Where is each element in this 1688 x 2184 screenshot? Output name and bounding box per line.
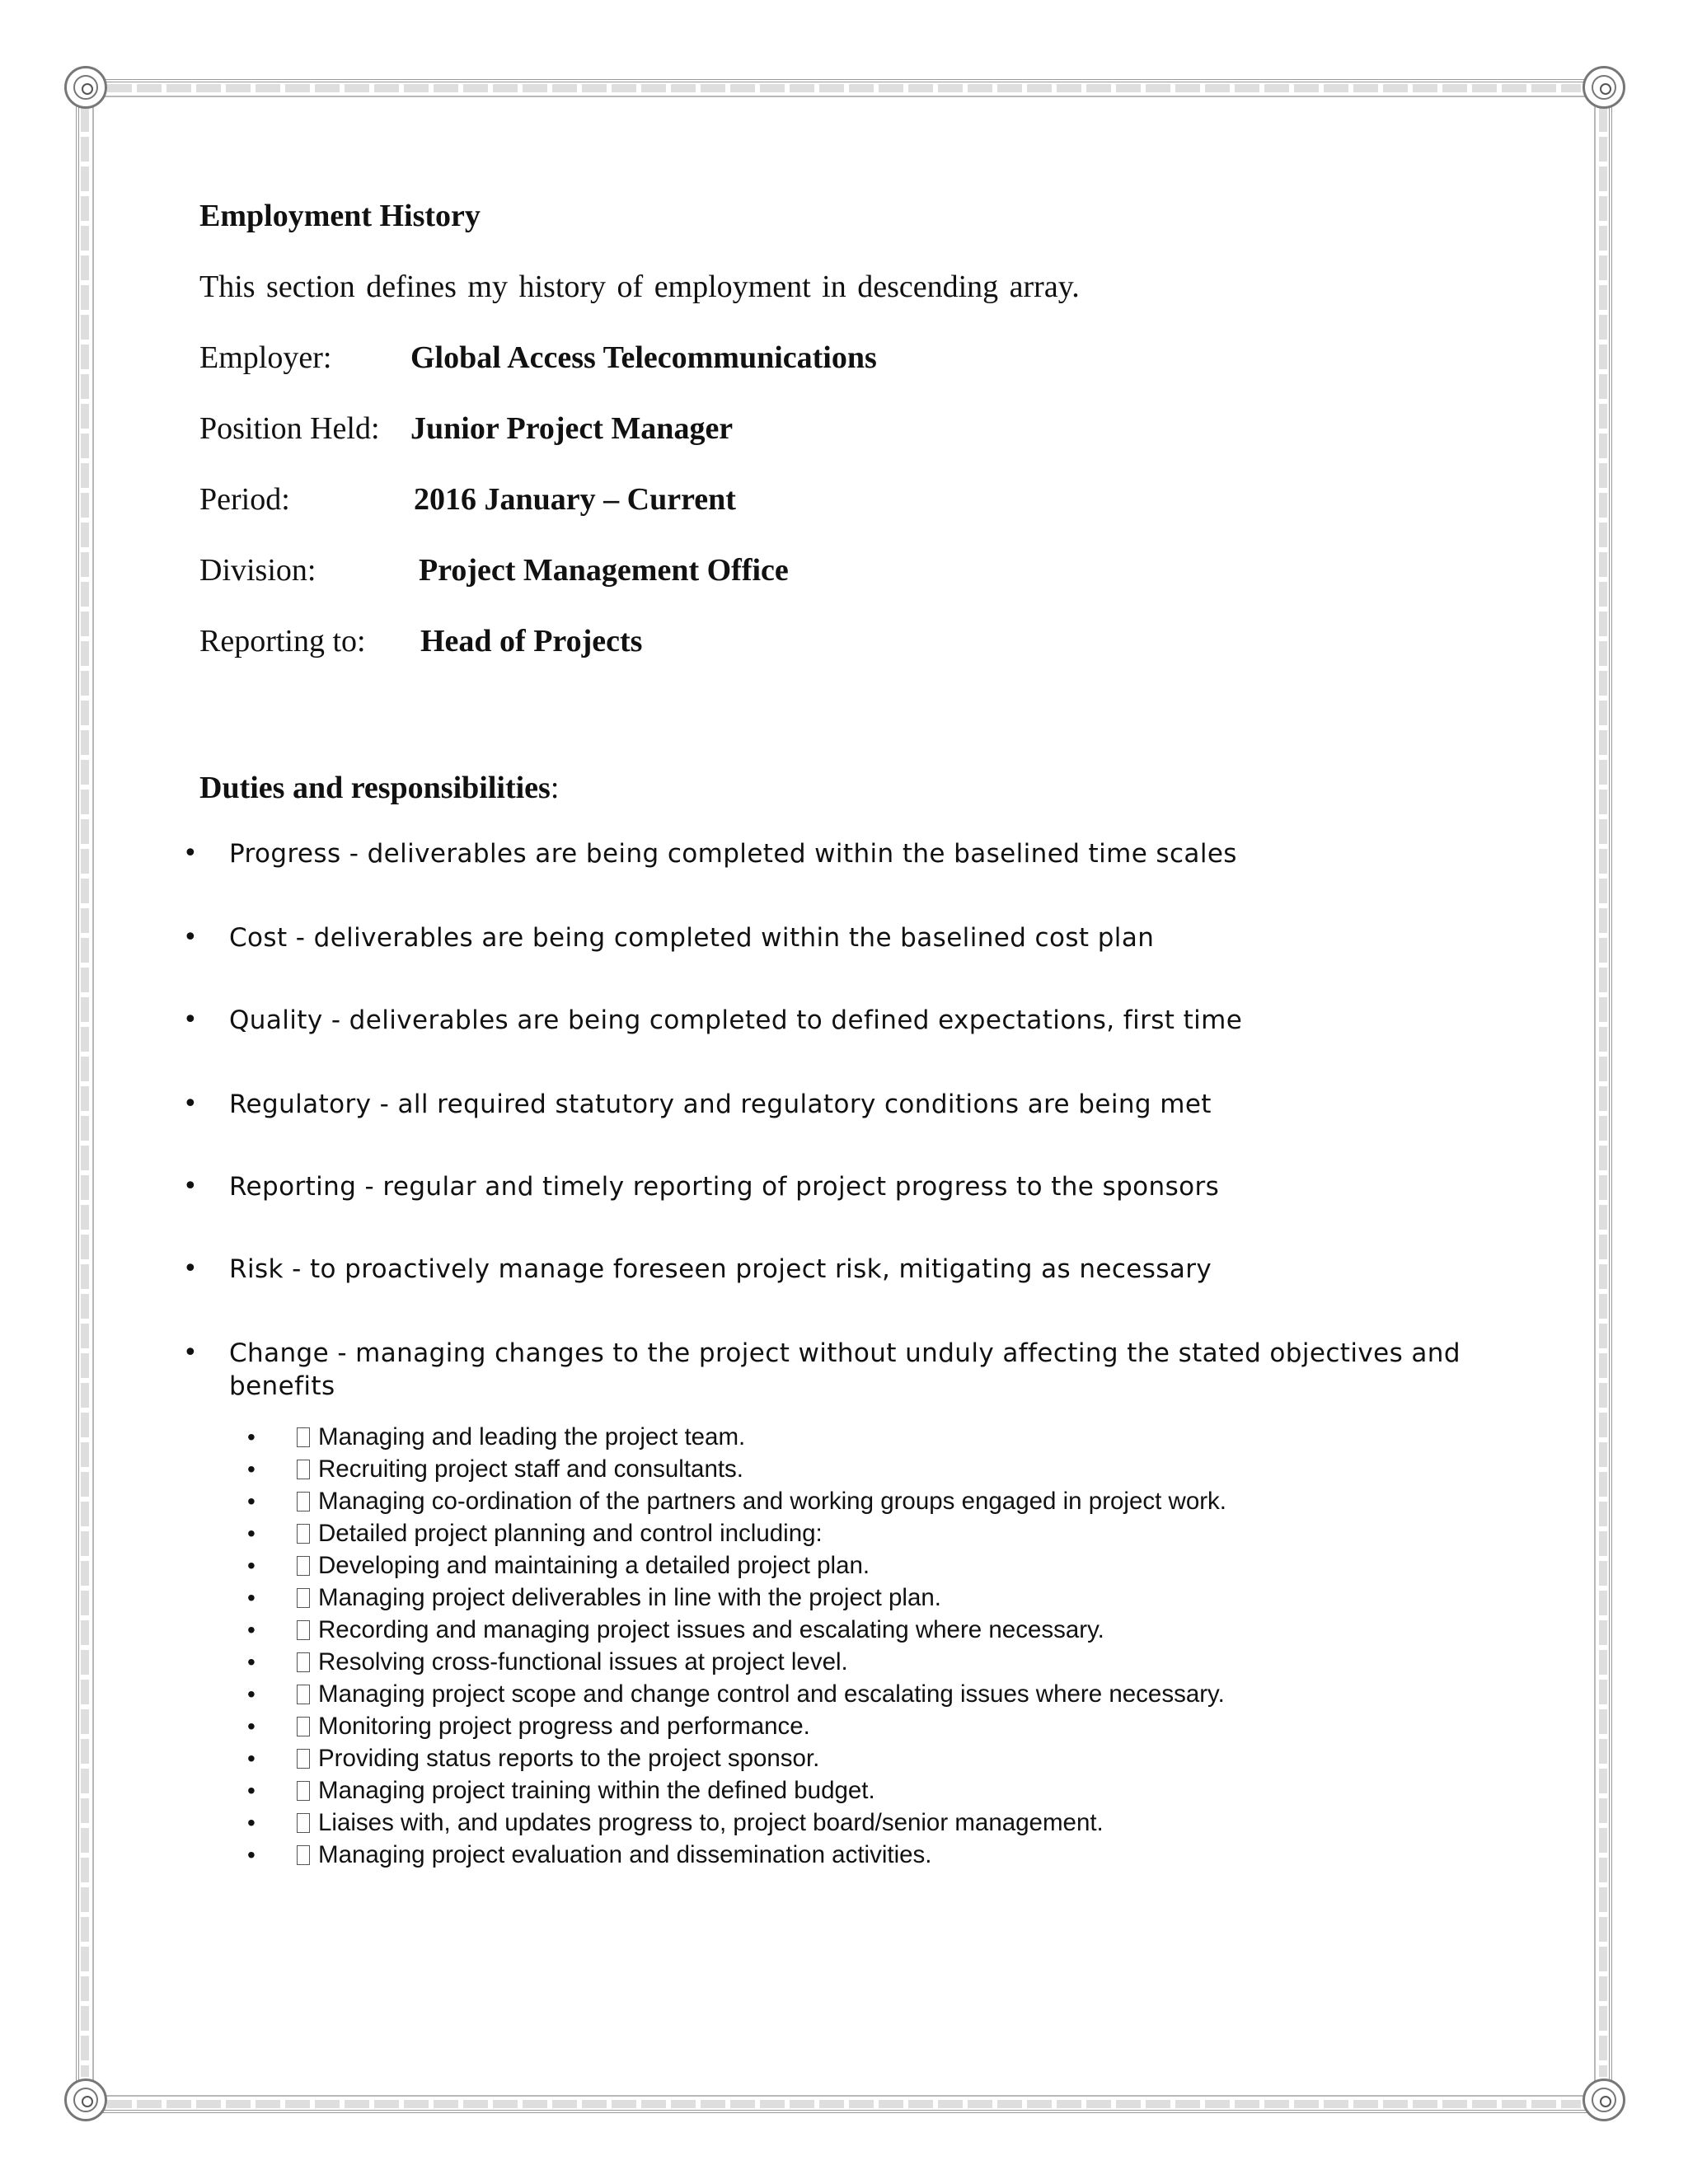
missing-glyph-icon <box>297 1781 310 1801</box>
duty-item <box>183 1004 1482 1037</box>
field-division <box>199 552 789 588</box>
field-label: Division: <box>199 553 316 588</box>
missing-glyph-icon <box>297 1845 310 1865</box>
page-border-dash <box>81 107 89 2077</box>
field-period <box>199 481 736 518</box>
sub-duty-text: Monitoring project progress and performance. <box>318 1713 810 1740</box>
field-label: Position Held: <box>199 411 380 446</box>
sub-duty-text: Recording and managing project issues and escalating where necessary. <box>318 1616 1104 1643</box>
field-value: Project Management Office <box>419 553 789 588</box>
duty-item <box>183 921 1482 954</box>
corner-ornament-icon <box>1582 66 1625 109</box>
field-position-held <box>199 410 734 447</box>
sub-duty-text: Resolving cross-functional issues at project level. <box>318 1648 848 1675</box>
page-border-dash <box>1599 107 1607 2077</box>
duties-heading-colon: : <box>550 771 560 805</box>
field-value: Junior Project Manager <box>410 411 734 446</box>
bullet-icon: • <box>183 1338 199 1367</box>
sub-duty-text: Liaises with, and updates progress to, project board/senior management. <box>318 1809 1104 1836</box>
sub-duty-text: Managing and leading the project team. <box>318 1423 746 1451</box>
page-border-dash <box>107 2100 1581 2108</box>
missing-glyph-icon <box>297 1813 310 1833</box>
duties-heading-text: Duties and responsibilities <box>199 771 551 805</box>
sub-duty-text: Recruiting project staff and consultants. <box>318 1455 743 1483</box>
missing-glyph-icon <box>297 1492 310 1511</box>
sub-duty-item <box>247 1549 870 1582</box>
duty-text: Progress - deliverables are being completed within the baselined time scales <box>229 839 1237 869</box>
field-value: Global Access Telecommunications <box>410 340 877 375</box>
sub-duty-item <box>247 1453 743 1485</box>
duty-text: Quality - deliverables are being completed to defined expectations, first time <box>229 1005 1243 1035</box>
sub-duty-text: Developing and maintaining a detailed project plan. <box>318 1552 870 1579</box>
corner-ornament-icon <box>64 66 107 109</box>
section-title: Employment History <box>199 199 481 233</box>
bullet-icon: • <box>183 1172 199 1201</box>
sub-duty-text: Managing project scope and change control and escalating issues where necessary. <box>318 1680 1225 1708</box>
bullet-icon: • <box>183 839 199 868</box>
missing-glyph-icon <box>297 1524 310 1544</box>
sub-duty-text: Providing status reports to the project sponsor. <box>318 1745 820 1772</box>
sub-duty-item <box>247 1582 941 1614</box>
sub-duty-item <box>247 1710 810 1742</box>
duty-item <box>183 1337 1482 1403</box>
missing-glyph-icon <box>297 1460 310 1479</box>
duty-text: Change - managing changes to the project without unduly affecting the stated objectives and benefits <box>229 1338 1461 1401</box>
sub-duty-item <box>247 1646 848 1678</box>
sub-duty-item <box>247 1839 932 1871</box>
duty-text: Cost - deliverables are being completed within the baselined cost plan <box>229 923 1155 953</box>
sub-duty-item <box>247 1421 746 1453</box>
missing-glyph-icon <box>297 1427 310 1447</box>
duties-heading <box>199 770 559 806</box>
sub-duty-item <box>247 1678 1225 1710</box>
corner-ornament-icon <box>1582 2079 1625 2121</box>
bullet-icon: • <box>247 1649 256 1675</box>
section-intro: This section defines my history of employment in descending array. <box>199 269 1080 304</box>
bullet-icon: • <box>247 1842 256 1868</box>
sub-duty-item <box>247 1614 1104 1646</box>
sub-duty-item <box>247 1807 1104 1839</box>
bullet-icon: • <box>247 1424 256 1450</box>
missing-glyph-icon <box>297 1556 310 1576</box>
sub-duty-item <box>247 1485 1227 1517</box>
sub-duty-text: Managing co-ordination of the partners and working groups engaged in project work. <box>318 1488 1227 1515</box>
sub-duty-text: Managing project training within the defined budget. <box>318 1777 875 1804</box>
bullet-icon: • <box>247 1746 256 1771</box>
bullet-icon: • <box>247 1521 256 1546</box>
bullet-icon: • <box>247 1456 256 1482</box>
sub-duty-item <box>247 1742 820 1774</box>
bullet-icon: • <box>247 1553 256 1578</box>
corner-ornament-icon <box>64 2079 107 2121</box>
field-value: Head of Projects <box>420 624 643 658</box>
bullet-icon: • <box>247 1585 256 1610</box>
bullet-icon: • <box>247 1681 256 1707</box>
duty-item <box>183 1170 1482 1203</box>
bullet-icon: • <box>247 1488 256 1514</box>
field-value: 2016 January – Current <box>414 482 736 517</box>
missing-glyph-icon <box>297 1717 310 1736</box>
duty-text: Risk - to proactively manage foreseen project risk, mitigating as necessary <box>229 1254 1212 1284</box>
sub-duty-text: Detailed project planning and control including: <box>318 1520 823 1547</box>
missing-glyph-icon <box>297 1588 310 1608</box>
duty-text: Regulatory - all required statutory and regulatory conditions are being met <box>229 1090 1212 1119</box>
missing-glyph-icon <box>297 1652 310 1672</box>
sub-duty-text: Managing project deliverables in line with the project plan. <box>318 1584 941 1611</box>
field-employer <box>199 340 877 376</box>
missing-glyph-icon <box>297 1620 310 1640</box>
sub-duty-item <box>247 1774 875 1807</box>
bullet-icon: • <box>247 1810 256 1835</box>
bullet-icon: • <box>183 1090 199 1118</box>
duty-item <box>183 1088 1482 1121</box>
sub-duty-item <box>247 1517 823 1549</box>
duty-item <box>183 1253 1482 1286</box>
bullet-icon: • <box>183 1005 199 1034</box>
bullet-icon: • <box>247 1617 256 1643</box>
field-label: Employer: <box>199 340 332 375</box>
sub-duty-text: Managing project evaluation and dissemination activities. <box>318 1841 932 1868</box>
bullet-icon: • <box>247 1713 256 1739</box>
missing-glyph-icon <box>297 1685 310 1704</box>
field-label: Reporting to: <box>199 624 366 658</box>
missing-glyph-icon <box>297 1749 310 1769</box>
bullet-icon: • <box>247 1778 256 1803</box>
bullet-icon: • <box>183 1254 199 1283</box>
field-label: Period: <box>199 482 290 517</box>
duty-text: Reporting - regular and timely reporting of project progress to the sponsors <box>229 1172 1220 1202</box>
bullet-icon: • <box>183 923 199 952</box>
page-border-dash <box>107 84 1581 92</box>
field-reporting-to <box>199 623 643 659</box>
duty-item <box>183 837 1482 870</box>
